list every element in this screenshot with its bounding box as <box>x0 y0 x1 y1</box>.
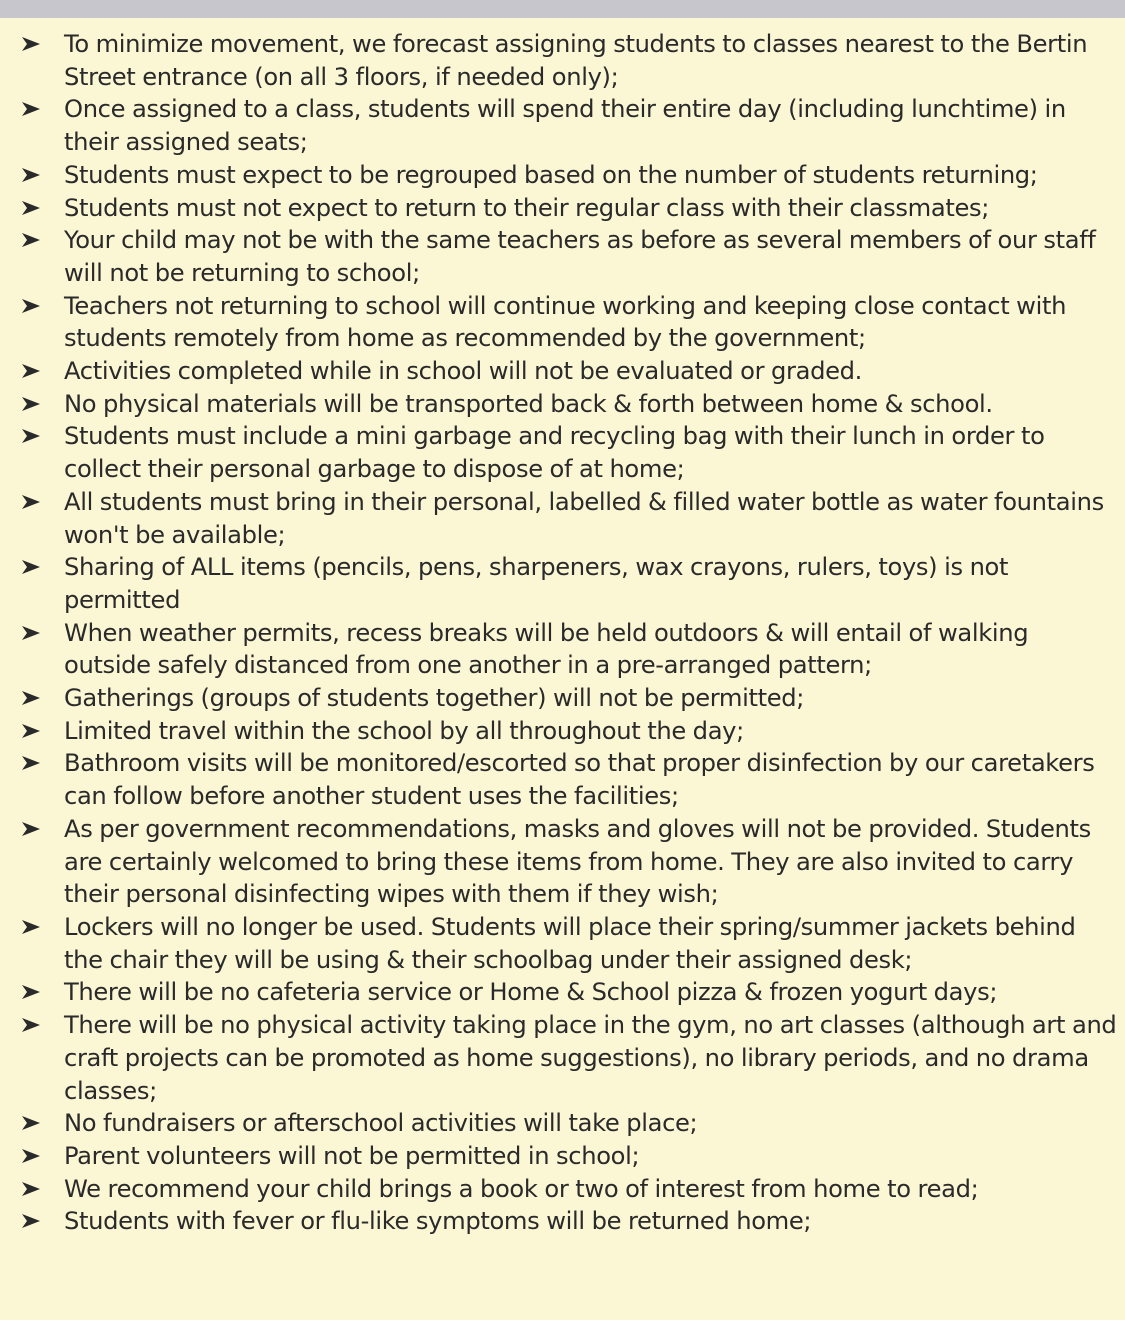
list-item <box>22 420 1118 485</box>
list-item <box>22 1009 1118 1107</box>
list-item-text: Students must not expect to return to their regular class with their classmates; <box>64 193 990 222</box>
arrowhead-bullet-icon <box>22 1116 40 1130</box>
list-item-text: Teachers not returning to school will continue working and keeping close contact with students remotely from home as recommended by the government; <box>64 291 1067 353</box>
list-item-text: Bathroom visits will be monitored/escorted so that proper disinfection by our caretakers can follow before another student uses the facilities; <box>64 749 1095 811</box>
list-item-text: Students with fever or flu-like symptoms will be returned home; <box>64 1207 812 1236</box>
list-item <box>22 159 1118 192</box>
list-item <box>22 747 1118 812</box>
arrowhead-bullet-icon <box>22 37 40 51</box>
arrowhead-bullet-icon <box>22 233 40 247</box>
notice-bullet-list <box>22 28 1118 1238</box>
list-item <box>22 388 1118 421</box>
list-item-text: Sharing of ALL items (pencils, pens, sharpeners, wax crayons, rulers, toys) is not permitted <box>64 553 1009 614</box>
arrowhead-bullet-icon <box>22 920 40 934</box>
list-item <box>22 486 1118 551</box>
arrowhead-bullet-icon <box>22 626 40 640</box>
list-item <box>22 355 1118 388</box>
arrowhead-bullet-icon <box>22 985 40 999</box>
arrowhead-bullet-icon <box>22 724 40 738</box>
list-item-text: No fundraisers or afterschool activities will take place; <box>64 1109 698 1138</box>
list-item <box>22 1205 1118 1238</box>
list-item <box>22 192 1118 225</box>
list-item <box>22 551 1118 616</box>
list-item-text: When weather permits, recess breaks will be held outdoors & will entail of walking outside safely distanced from one another in a pre-arranged pattern; <box>64 618 1029 680</box>
list-item-text: Parent volunteers will not be permitted in school; <box>64 1141 640 1170</box>
arrowhead-bullet-icon <box>22 397 40 411</box>
list-item-text: There will be no cafeteria service or Home & School pizza & frozen yogurt days; <box>64 978 998 1007</box>
list-item-text: Students must include a mini garbage and recycling bag with their lunch in order to collect their personal garbage to dispose of at home; <box>64 422 1045 484</box>
list-item <box>22 976 1118 1009</box>
list-item <box>22 28 1118 93</box>
list-item-text: As per government recommendations, masks and gloves will not be provided. Students are certainly welcomed to bring these items from home. They are also invited to carry their personal disinfecting wipes with them if they wish; <box>64 814 1091 909</box>
list-item-text: Limited travel within the school by all throughout the day; <box>64 716 744 745</box>
list-item <box>22 682 1118 715</box>
list-item <box>22 1140 1118 1173</box>
list-item <box>22 617 1118 682</box>
list-item-text: Students must expect to be regrouped based on the number of students returning; <box>64 160 1038 189</box>
list-item-text: Lockers will no longer be used. Students will place their spring/summer jackets behind the chair they will be using & their schoolbag under their assigned desk; <box>64 912 1076 974</box>
list-item <box>22 911 1118 976</box>
arrowhead-bullet-icon <box>22 560 40 574</box>
list-item-text: Once assigned to a class, students will spend their entire day (including lunchtime) in their assigned seats; <box>64 95 1066 157</box>
arrowhead-bullet-icon <box>22 691 40 705</box>
arrowhead-bullet-icon <box>22 495 40 509</box>
list-item <box>22 813 1118 911</box>
list-item <box>22 224 1118 289</box>
arrowhead-bullet-icon <box>22 429 40 443</box>
arrowhead-bullet-icon <box>22 1149 40 1163</box>
arrowhead-bullet-icon <box>22 201 40 215</box>
list-item-text: We recommend your child brings a book or two of interest from home to read; <box>64 1174 979 1203</box>
arrowhead-bullet-icon <box>22 299 40 313</box>
list-item <box>22 93 1118 158</box>
list-item-text: Gatherings (groups of students together) will not be permitted; <box>64 684 805 713</box>
list-item-text: No physical materials will be transported back & forth between home & school. <box>64 389 993 418</box>
arrowhead-bullet-icon <box>22 364 40 378</box>
arrowhead-bullet-icon <box>22 756 40 770</box>
arrowhead-bullet-icon <box>22 1018 40 1032</box>
arrowhead-bullet-icon <box>22 822 40 836</box>
arrowhead-bullet-icon <box>22 102 40 116</box>
arrowhead-bullet-icon <box>22 1182 40 1196</box>
list-item <box>22 290 1118 355</box>
list-item-text: To minimize movement, we forecast assigning students to classes nearest to the Bertin Street entrance (on all 3 floors, if needed only); <box>64 30 1088 91</box>
list-item-text: There will be no physical activity taking place in the gym, no art classes (although art and craft projects can be promoted as home suggestions), no library periods, and no drama classes; <box>64 1011 1117 1105</box>
arrowhead-bullet-icon <box>22 1214 40 1228</box>
list-item-text: Activities completed while in school will not be evaluated or graded. <box>64 357 862 386</box>
arrowhead-bullet-icon <box>22 168 40 182</box>
list-item-text: Your child may not be with the same teachers as before as several members of our staff will not be returning to school; <box>64 226 1096 287</box>
list-item <box>22 1173 1118 1206</box>
list-item <box>22 1107 1118 1140</box>
list-item <box>22 715 1118 748</box>
top-gray-bar <box>0 0 1125 18</box>
list-item-text: All students must bring in their personal, labelled & filled water bottle as water fountains won't be available; <box>64 487 1104 549</box>
